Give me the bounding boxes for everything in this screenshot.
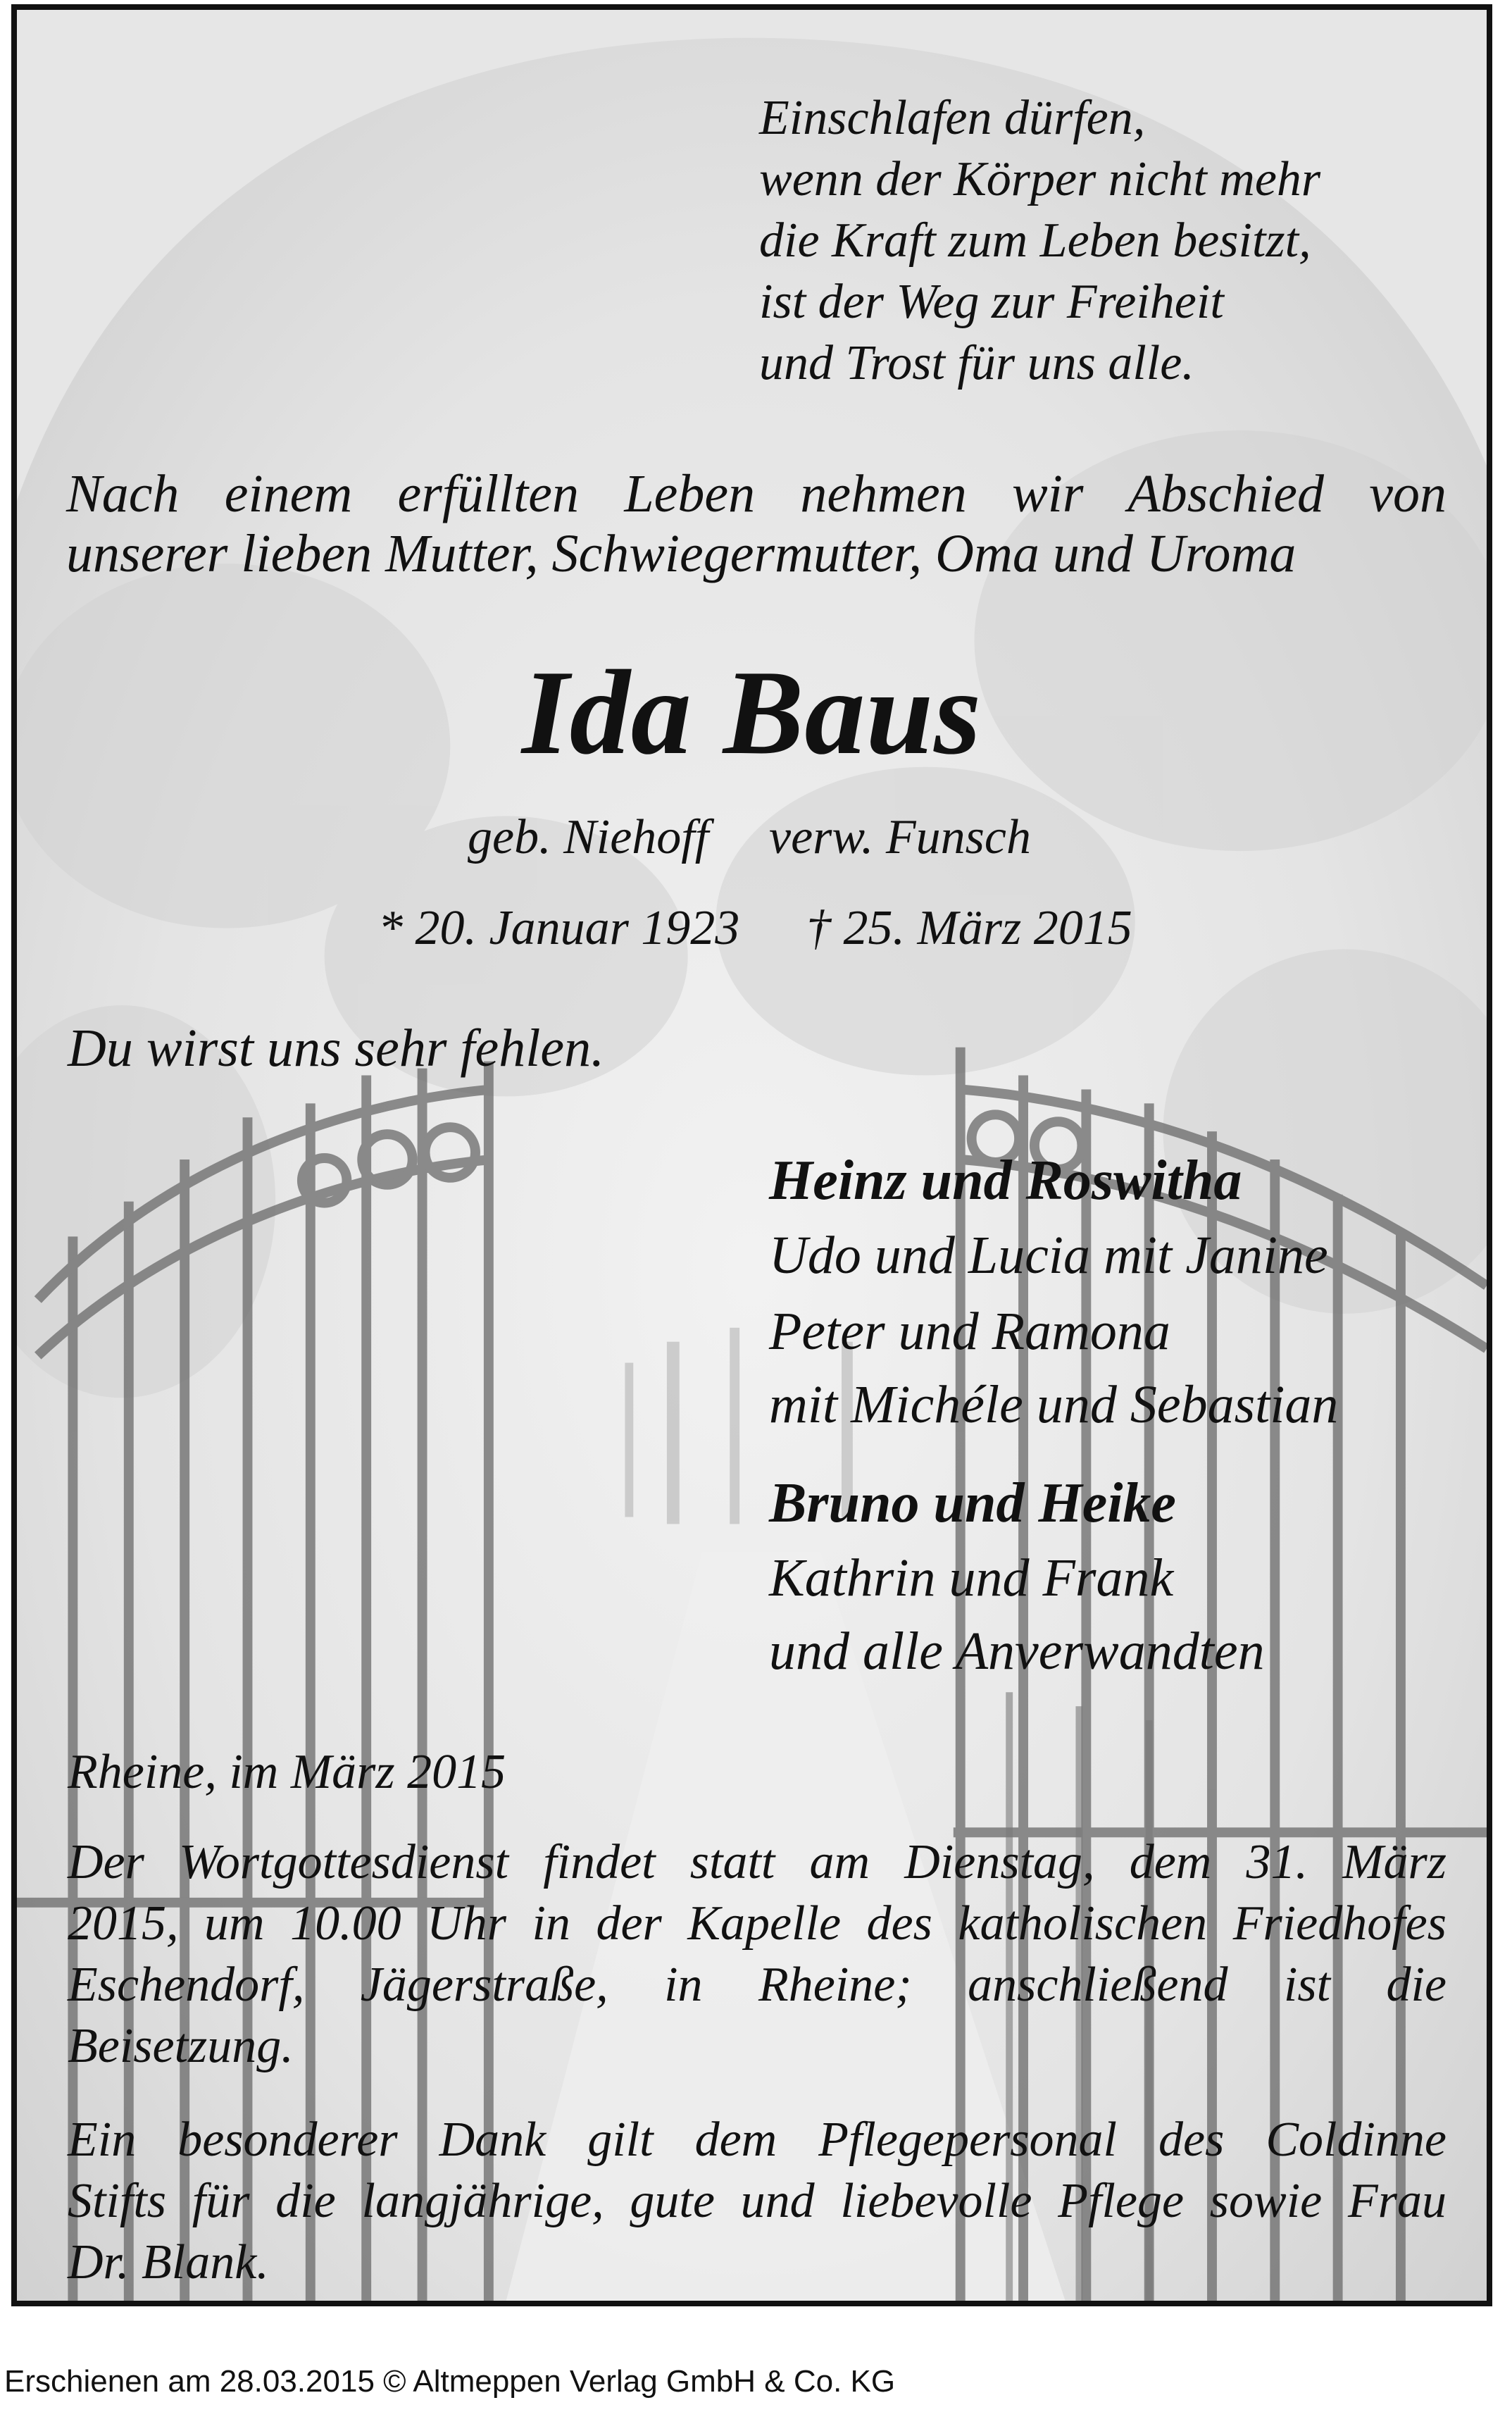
poem-line: ist der Weg zur Freiheit	[759, 275, 1224, 329]
service-line: Eschendorf, Jägerstraße, in Rheine; anschließend ist die	[68, 1958, 1447, 2012]
mourner-group-head: Bruno und Heike	[769, 1472, 1176, 1534]
poem-line: die Kraft zum Leben besitzt,	[759, 213, 1311, 268]
intro-line: Nach einem erfüllten Leben nehmen wir Abschied von	[66, 464, 1447, 523]
deceased-name: Ida Baus	[521, 646, 982, 780]
poem-line: wenn der Körper nicht mehr	[759, 152, 1321, 206]
maiden-name: geb. Niehoff	[468, 810, 709, 864]
intro-line: unserer lieben Mutter, Schwiegermutter, Oma und Uroma	[66, 524, 1297, 583]
service-text	[68, 1832, 1447, 2077]
mourner-group-head: Heinz und Roswitha	[769, 1150, 1242, 1212]
thanks-text	[68, 2109, 1447, 2293]
widowed-name: verw. Funsch	[769, 810, 1031, 864]
mourner-line: Udo und Lucia mit Janine	[769, 1226, 1328, 1285]
publication-footer: Erschienen am 28.03.2015 © Altmeppen Verlag GmbH & Co. KG	[4, 2364, 896, 2399]
obituary-notice	[11, 4, 1492, 2306]
farewell-text: Du wirst uns sehr fehlen.	[68, 1019, 605, 1078]
intro-text	[66, 464, 1447, 584]
poem	[759, 87, 1320, 394]
service-line: Der Wortgottesdienst findet statt am Dienstag, dem 31. März	[68, 1835, 1447, 1889]
poem-line: Einschlafen dürfen,	[759, 91, 1146, 145]
thanks-line: Stifts für die langjährige, gute und liebevolle Pflege sowie Frau	[68, 2174, 1447, 2228]
mourner-line: Peter und Ramona	[769, 1302, 1170, 1361]
birth-date: * 20. Januar 1923	[378, 901, 740, 955]
thanks-line: Ein besonderer Dank gilt dem Pflegepersonal des Coldinne	[68, 2113, 1447, 2167]
service-line: Beisetzung.	[68, 2019, 294, 2073]
thanks-line: Dr. Blank.	[68, 2235, 269, 2289]
place-date: Rheine, im März 2015	[68, 1745, 506, 1799]
mourner-line: Kathrin und Frank	[769, 1548, 1174, 1608]
service-line: 2015, um 10.00 Uhr in der Kapelle des katholischen Friedhofes	[68, 1896, 1447, 1951]
poem-line: und Trost für uns alle.	[759, 336, 1194, 390]
death-date: † 25. März 2015	[806, 901, 1132, 955]
mourner-line: mit Michéle und Sebastian	[769, 1375, 1339, 1434]
mourner-line: und alle Anverwandten	[769, 1622, 1265, 1681]
